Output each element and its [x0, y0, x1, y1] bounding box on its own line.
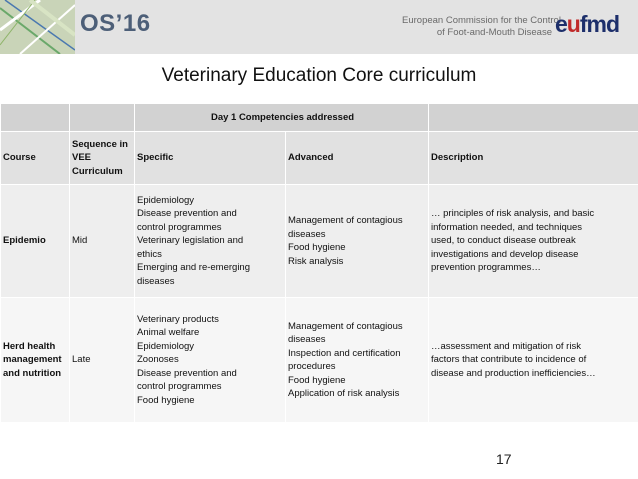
eufmd-logo	[555, 11, 619, 38]
logo-letter-u: u	[566, 11, 580, 37]
specific-cell: Veterinary products Animal welfare Epidemiology Zoonoses Disease prevention and control programmes Food hygiene	[135, 298, 286, 423]
column-header-description: Description	[429, 132, 638, 185]
advanced-cell: Management of contagious diseases Food hygiene Risk analysis	[286, 185, 429, 298]
description-cell: …assessment and mitigation of risk factors that contribute to incidence of disease and production inefficiencies…	[429, 298, 638, 423]
organization-line-2: of Foot-and-Mouth Disease	[436, 27, 552, 38]
empty-cell	[1, 104, 70, 132]
table-row	[1, 185, 638, 298]
sequence-cell: Mid	[70, 185, 135, 298]
organization-line-1: European Commission for the Control	[402, 15, 561, 26]
logo-letter-e: e	[555, 11, 567, 37]
event-name: OS’16	[80, 10, 151, 37]
course-cell: Herd health management and nutrition	[1, 298, 70, 423]
specific-cell: Epidemiology Disease prevention and control programmes Veterinary legislation and ethics Emerging and re-emerging diseases	[135, 185, 286, 298]
column-header-specific: Specific	[135, 132, 286, 185]
page-number: 17	[496, 451, 512, 467]
column-header-course: Course	[1, 132, 70, 185]
column-header-sequence: Sequence in VEE Curriculum	[70, 132, 135, 185]
header-banner	[0, 0, 638, 54]
decorative-lines-graphic	[0, 0, 75, 54]
organization-name	[402, 15, 561, 39]
curriculum-table	[0, 103, 638, 423]
empty-cell	[429, 104, 638, 132]
table-row	[1, 298, 638, 423]
column-header-advanced: Advanced	[286, 132, 429, 185]
advanced-cell: Management of contagious diseases Inspection and certification procedures Food hygiene Application of risk analysis	[286, 298, 429, 423]
group-header-competencies: Day 1 Competencies addressed	[135, 104, 429, 132]
empty-cell	[70, 104, 135, 132]
slide-title: Veterinary Education Core curriculum	[161, 65, 477, 86]
table-column-header-row	[1, 132, 638, 185]
sequence-cell: Late	[70, 298, 135, 423]
course-cell: Epidemio	[1, 185, 70, 298]
logo-letters-fmd: fmd	[579, 11, 620, 37]
table-group-header-row	[1, 104, 638, 132]
description-cell: … principles of risk analysis, and basic information needed, and techniques used, to conduct disease outbreak investigations and develop disease prevention programmes…	[429, 185, 638, 298]
